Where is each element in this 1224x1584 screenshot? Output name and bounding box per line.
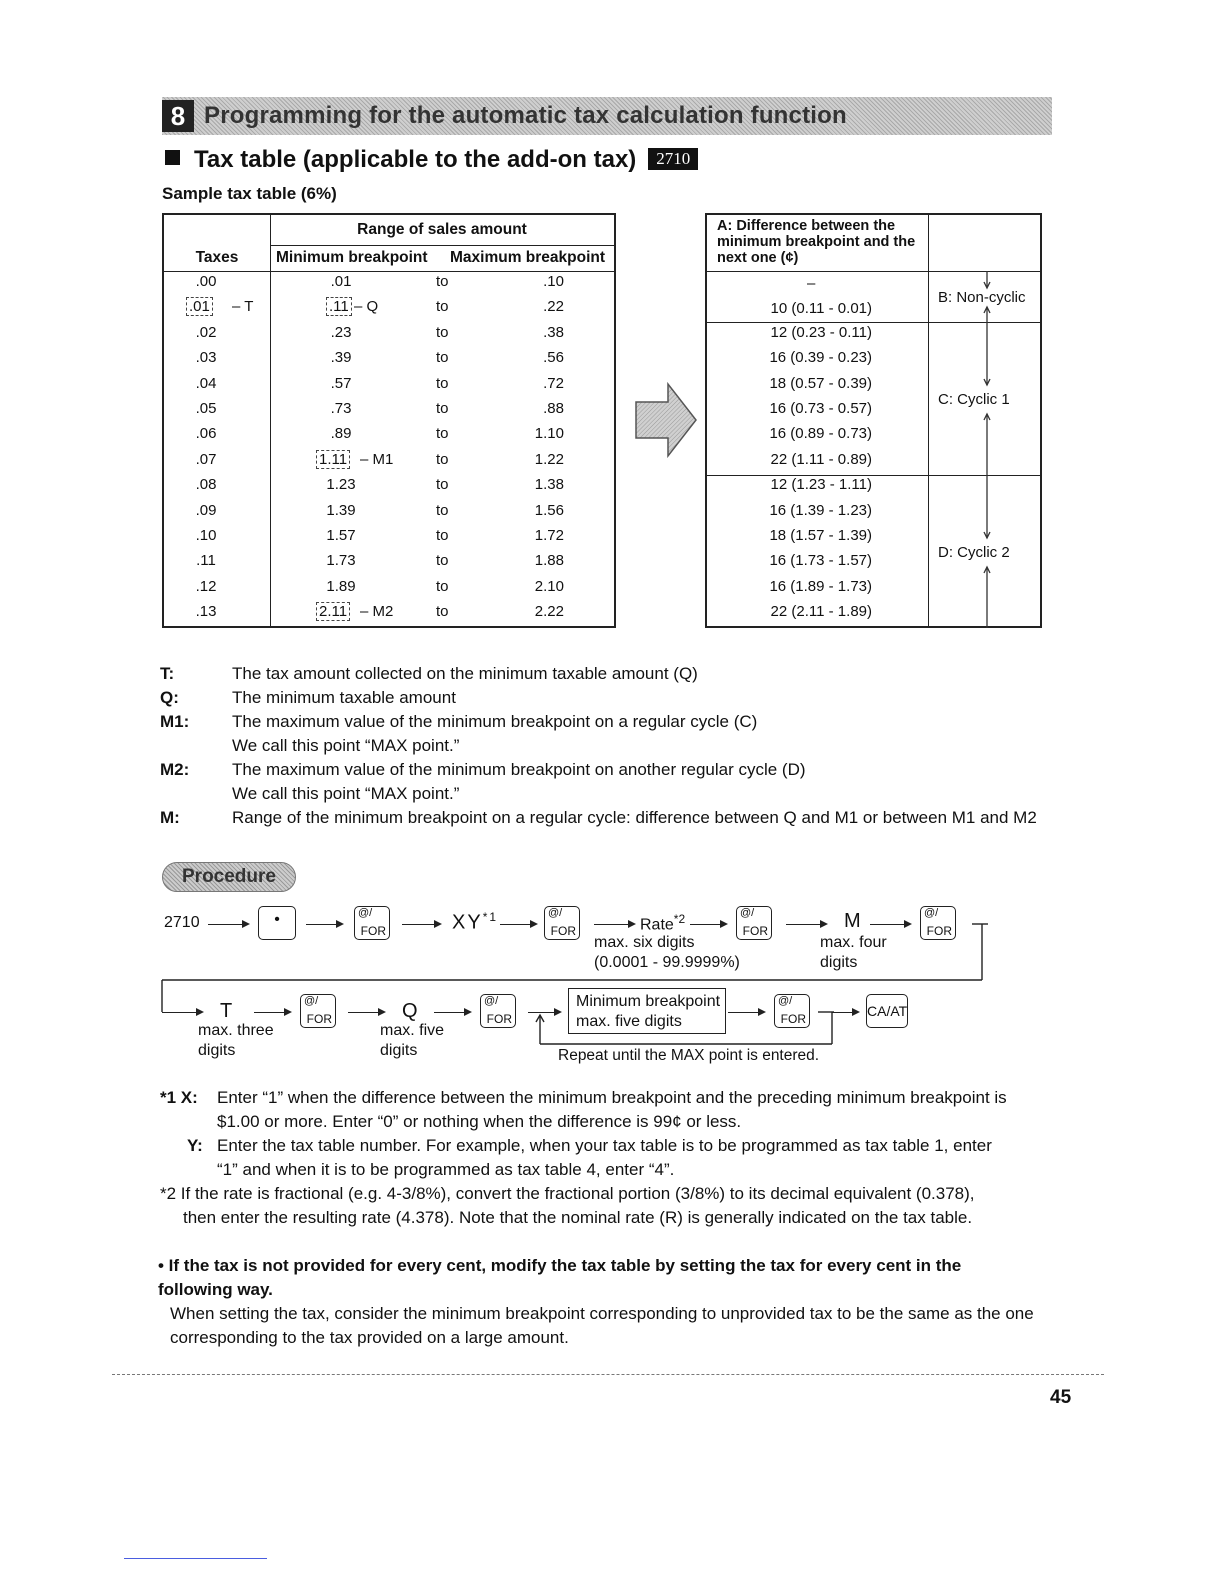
- difference-cell: 16 (1.73 - 1.57): [769, 552, 872, 570]
- sample-table-title: Sample tax table (6%): [162, 184, 337, 203]
- subsection-title: Tax table (applicable to the add-on tax) 2710: [165, 146, 698, 174]
- flow-arrow: [434, 1012, 470, 1013]
- breakpoint-marker-label: M1: [372, 450, 394, 468]
- footnote-1-x-line1: Enter “1” when the difference between the minimum breakpoint and the preceding minimum breakpoint is: [217, 1088, 1007, 1107]
- def-key-m1: M1:: [160, 712, 190, 731]
- cycle-arrows: [977, 271, 997, 628]
- max-breakpoint-cell: 1.10: [534, 425, 564, 443]
- to-cell: to: [436, 527, 449, 544]
- def-key-m2: M2:: [160, 760, 190, 779]
- at-for-key[interactable]: @/ FOR: [736, 906, 772, 940]
- max-breakpoint-cell: .88: [543, 400, 564, 417]
- at-for-key[interactable]: @/ FOR: [774, 994, 810, 1028]
- q-note-digits: digits: [380, 1042, 418, 1059]
- section-title: Programming for the automatic tax calculation function: [204, 102, 847, 129]
- table-divider: [270, 245, 614, 246]
- difference-cell: 12 (1.23 - 1.11): [770, 476, 872, 494]
- footnote-1-y-line1: Enter the tax table number. For example, when your tax table is to be programmed as tax table 1, enter: [217, 1136, 992, 1155]
- min-breakpoint-cell: .23: [330, 323, 352, 341]
- cyclic-2-label: D: Cyclic 2: [938, 544, 1010, 561]
- tax-cell: .04: [195, 374, 217, 392]
- min-breakpoint-cell: 1.57: [326, 527, 356, 544]
- to-cell: to: [436, 577, 449, 595]
- non-cyclic-label: B: Non-cyclic: [938, 289, 1026, 306]
- start-code: 2710: [164, 914, 200, 931]
- def-text-m1: The maximum value of the minimum breakpoint on a regular cycle (C): [232, 712, 758, 731]
- at-for-key[interactable]: @/ FOR: [354, 906, 390, 940]
- m-note: max. four: [820, 934, 887, 951]
- def-text-q: The minimum taxable amount: [232, 688, 456, 707]
- tax-cell: .08: [195, 476, 217, 494]
- max-breakpoint-cell: .56: [543, 349, 564, 367]
- to-cell: to: [436, 273, 449, 290]
- note-heading: • If the tax is not provided for every cent, modify the tax table by setting the tax for every cent in the following way.: [158, 1256, 962, 1299]
- table-divider: [928, 215, 929, 626]
- difference-cell: 16 (1.89 - 1.73): [769, 577, 872, 595]
- def-text-m1-note: We call this point “MAX point.”: [232, 736, 460, 755]
- tax-cell: .01: [186, 297, 213, 316]
- to-cell: to: [436, 349, 449, 367]
- table-divider: [270, 215, 271, 626]
- max-breakpoint-cell: 1.88: [534, 552, 564, 570]
- def-key-m: M:: [160, 808, 180, 827]
- flow-arrow: [162, 1012, 202, 1013]
- section-number: 8: [162, 100, 194, 132]
- tax-marker-label: T: [244, 298, 254, 316]
- min-breakpoint-cell: .57: [330, 374, 352, 392]
- cyclic-1-label: C: Cyclic 1: [938, 391, 1010, 408]
- footnote-1-key: *1 X:: [160, 1088, 198, 1107]
- max-breakpoint-header: Maximum breakpoint: [450, 249, 606, 266]
- difference-cell: 22 (2.11 - 1.89): [770, 603, 872, 621]
- difference-cell: 16 (0.89 - 0.73): [769, 425, 872, 443]
- def-text-t: The tax amount collected on the minimum taxable amount (Q): [232, 664, 698, 683]
- job-code-badge: 2710: [648, 148, 698, 170]
- tax-cell: .13: [195, 603, 217, 621]
- def-text-m2-note: We call this point “MAX point.”: [232, 784, 460, 803]
- at-for-key[interactable]: @/ FOR: [544, 906, 580, 940]
- difference-cell: 18 (1.57 - 1.39): [769, 527, 872, 544]
- difference-cell: 16 (1.39 - 1.23): [769, 501, 872, 519]
- min-breakpoint-cell: .39: [330, 349, 352, 367]
- footnote-2-line1: *2 If the rate is fractional (e.g. 4-3/8%), convert the fractional portion (3/8%) to its decimal equivalent (0.378),: [160, 1184, 975, 1203]
- procedure-badge: Procedure: [162, 862, 296, 892]
- max-breakpoint-cell: 1.72: [534, 527, 564, 544]
- breakpoint-marker-label: Q: [366, 298, 379, 316]
- q-note: max. five: [380, 1022, 445, 1039]
- difference-table: [705, 213, 1042, 628]
- to-cell: to: [436, 298, 449, 316]
- at-for-key[interactable]: @/ FOR: [920, 906, 956, 940]
- difference-cell: 22 (1.11 - 0.89): [770, 450, 872, 468]
- m-note-digits: digits: [820, 954, 858, 971]
- difference-cell: 16 (0.73 - 0.57): [769, 400, 872, 417]
- min-breakpoint-cell: 1.89: [326, 577, 356, 595]
- at-for-key[interactable]: @/ FOR: [480, 994, 516, 1028]
- sales-range-table: [162, 213, 616, 628]
- max-breakpoint-cell: 1.38: [534, 476, 564, 494]
- min-breakpoint-cell: .11: [326, 297, 352, 316]
- bullet-square-icon: [165, 150, 180, 165]
- range-header: Range of sales amount: [357, 221, 527, 238]
- tax-cell: .07: [195, 450, 217, 468]
- flow-arrow: [254, 1012, 290, 1013]
- page-number: 45: [1050, 1387, 1072, 1408]
- section-header: [162, 97, 1052, 135]
- breakpoint-marker: – M1: [360, 450, 394, 468]
- difference-cell: 10 (0.11 - 0.01): [770, 300, 872, 318]
- def-text-m: Range of the minimum breakpoint on a regular cycle: difference between Q and M1 or between M1 and M2: [232, 808, 1037, 827]
- tax-cell: .00: [195, 273, 217, 290]
- tax-cell: .11: [196, 552, 216, 570]
- def-text-m2: The maximum value of the minimum breakpoint on another regular cycle (D): [232, 760, 806, 779]
- t-note-digits: digits: [198, 1042, 236, 1059]
- tax-cell: .12: [195, 577, 217, 595]
- footer-rule: [112, 1374, 1104, 1375]
- def-key-q: Q:: [160, 688, 179, 707]
- t-input: T: [220, 1000, 233, 1022]
- to-cell: to: [436, 374, 449, 392]
- max-breakpoint-cell: .10: [543, 273, 564, 290]
- t-note: max. three: [198, 1022, 274, 1039]
- flow-arrow: [832, 1012, 858, 1013]
- decimal-point-key[interactable]: •: [258, 906, 296, 940]
- tax-cell: .09: [195, 501, 217, 519]
- breakpoint-marker: – Q: [354, 298, 379, 316]
- tax-cell: .05: [195, 400, 217, 417]
- min-breakpoint-cell: .73: [330, 400, 352, 417]
- breakpoint-marker: – M2: [360, 603, 394, 621]
- max-breakpoint-cell: 2.10: [534, 577, 564, 595]
- tax-cell: .10: [195, 527, 217, 544]
- min-breakpoint-cell: .89: [330, 425, 352, 443]
- at-for-key[interactable]: @/ FOR: [300, 994, 336, 1028]
- to-cell: to: [436, 425, 449, 443]
- taxes-header: Taxes: [195, 249, 239, 266]
- to-cell: to: [436, 476, 449, 494]
- to-cell: to: [436, 450, 449, 468]
- footnote-1-y-key: Y:: [187, 1136, 203, 1155]
- min-breakpoint-cell: 1.11: [316, 450, 350, 469]
- right-arrow-icon: [634, 380, 698, 460]
- min-breakpoint-cell: 2.11: [316, 602, 350, 621]
- difference-cell: 18 (0.57 - 0.39): [769, 374, 872, 392]
- rate-range-note: (0.0001 - 99.9999%): [594, 954, 740, 971]
- footnote-2-line2: then enter the resulting rate (4.378). Note that the nominal rate (R) is generally indicated on the tax table.: [183, 1208, 973, 1227]
- link-underline: [124, 1558, 267, 1559]
- def-key-t: T:: [160, 664, 175, 683]
- difference-cell: 16 (0.39 - 0.23): [769, 349, 872, 367]
- m-input: M: [844, 910, 861, 932]
- tax-marker: – T: [232, 298, 254, 316]
- difference-header: A: Difference between the minimum breakpoint and the next one (¢): [717, 218, 916, 266]
- repeat-note: Repeat until the MAX point is entered.: [558, 1047, 820, 1064]
- tax-cell: .06: [195, 425, 217, 443]
- repeat-loop: [530, 1010, 870, 1048]
- tax-cell: .03: [195, 349, 217, 367]
- min-breakpoint-cell: 1.39: [326, 501, 356, 519]
- max-breakpoint-cell: .72: [543, 374, 564, 392]
- xy-input: XY$^{*1}$: [452, 910, 499, 934]
- to-cell: to: [436, 323, 449, 341]
- tax-cell: .02: [195, 323, 217, 341]
- rate-note: max. six digits: [594, 934, 695, 951]
- to-cell: to: [436, 552, 449, 570]
- min-breakpoint-cell: 1.23: [326, 476, 356, 494]
- to-cell: to: [436, 400, 449, 417]
- ca-at-key[interactable]: CA/AT: [866, 994, 908, 1028]
- difference-cell: 12 (0.23 - 0.11): [770, 323, 872, 341]
- breakpoint-marker-label: M2: [372, 603, 394, 621]
- min-breakpoint-digits: max. five digits: [576, 1013, 682, 1030]
- max-breakpoint-cell: 2.22: [534, 603, 564, 621]
- table-divider: [164, 271, 614, 272]
- to-cell: to: [436, 603, 449, 621]
- to-cell: to: [436, 501, 449, 519]
- footnote-1-x-line2: $1.00 or more. Enter “0” or nothing when the difference is 99¢ or less.: [217, 1112, 742, 1131]
- difference-cell: –: [807, 275, 816, 292]
- rate-input: Rate$^{*2}$: [640, 912, 686, 934]
- max-breakpoint-cell: 1.22: [534, 450, 564, 468]
- min-breakpoint-cell: 1.73: [326, 552, 356, 570]
- max-breakpoint-cell: .38: [543, 323, 564, 341]
- max-breakpoint-cell: .22: [543, 298, 564, 316]
- flow-arrow: [348, 1012, 384, 1013]
- min-breakpoint-header: Minimum breakpoint: [276, 249, 428, 266]
- q-input: Q: [402, 1000, 418, 1022]
- note-body: When setting the tax, consider the minimum breakpoint corresponding to unprovided tax to be the same as the one corresponding to the tax provided on a large amount.: [170, 1304, 1034, 1347]
- footnote-1-y-line2: “1” and when it is to be programmed as tax table 4, enter “4”.: [217, 1160, 675, 1179]
- min-breakpoint-label: Minimum breakpoint: [576, 993, 721, 1010]
- max-breakpoint-cell: 1.56: [534, 501, 564, 519]
- min-breakpoint-cell: .01: [330, 273, 352, 290]
